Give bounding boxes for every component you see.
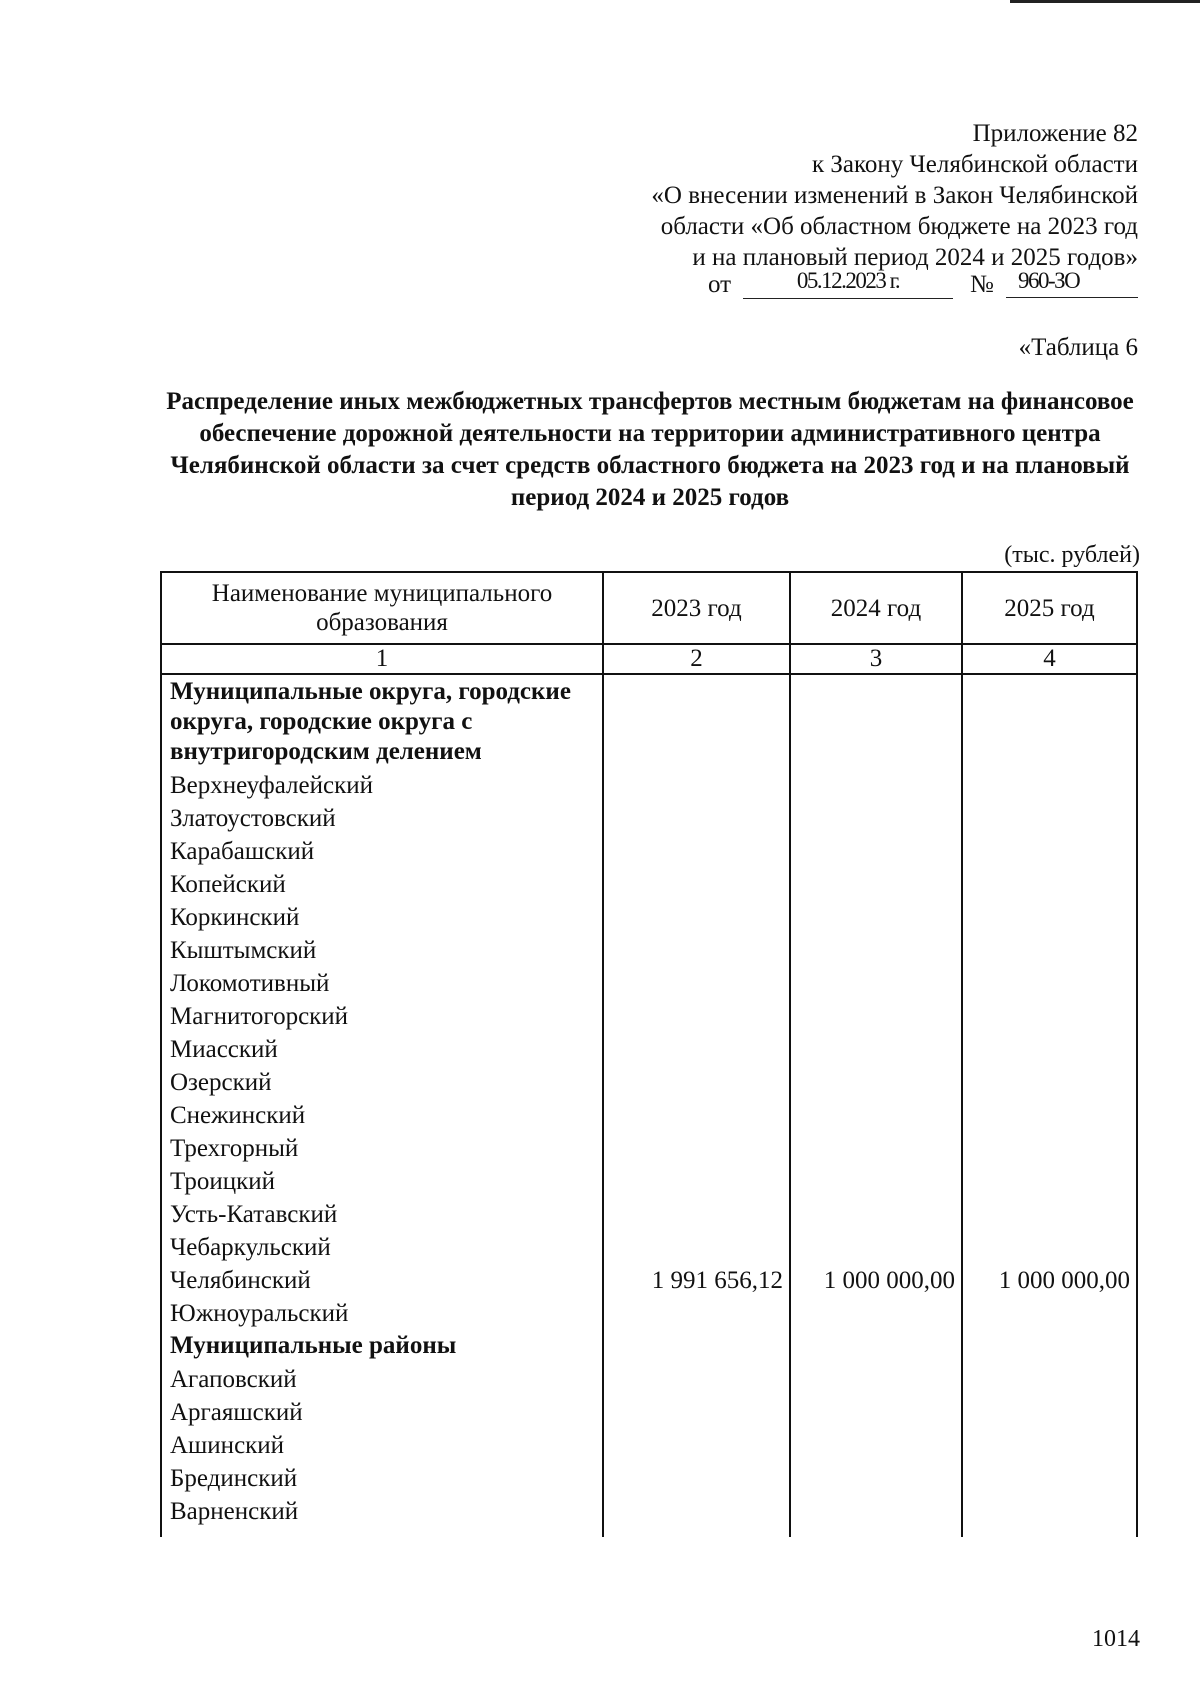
table-header-row	[161, 572, 1137, 644]
value-cell-2023	[603, 767, 790, 800]
column-number: 2	[603, 644, 790, 674]
value-cell-2023	[603, 1229, 790, 1262]
value-cell-2025	[962, 800, 1137, 833]
municipality-name-cell: Троицкий	[161, 1163, 603, 1196]
page-number: 1014	[1092, 1626, 1140, 1652]
column-header-2024: 2024 год	[790, 572, 962, 644]
table-row	[161, 866, 1137, 899]
value-cell-2023	[603, 800, 790, 833]
table-row	[161, 1196, 1137, 1229]
table-row	[161, 1361, 1137, 1394]
value-cell-2025	[962, 1295, 1137, 1328]
table-row	[161, 1163, 1137, 1196]
value-cell-2024	[790, 1361, 962, 1394]
column-header-name: Наименование муниципального образования	[161, 572, 603, 644]
value-cell-2024	[790, 833, 962, 866]
value-cell-2025	[962, 1130, 1137, 1163]
table-row	[161, 800, 1137, 833]
table-row	[161, 1427, 1137, 1460]
municipality-name-cell: Верхнеуфалейский	[161, 767, 603, 800]
value-cell-2023	[603, 1196, 790, 1229]
value-cell-2023	[603, 866, 790, 899]
table-row	[161, 1130, 1137, 1163]
value-cell-2024	[790, 1328, 962, 1361]
municipality-name-cell: Чебаркульский	[161, 1229, 603, 1262]
table-row	[161, 1328, 1137, 1361]
value-cell-2024	[790, 1460, 962, 1493]
value-cell-2025	[962, 1196, 1137, 1229]
column-header-2025: 2025 год	[962, 572, 1137, 644]
municipality-name-cell: Агаповский	[161, 1361, 603, 1394]
group-heading-cell: Муниципальные округа, городские округа, городские округа с внутригородским делением	[161, 674, 603, 767]
value-cell-2023	[603, 1163, 790, 1196]
column-number: 4	[962, 644, 1137, 674]
value-cell-2023	[603, 833, 790, 866]
table-row	[161, 1031, 1137, 1064]
value-cell-2025	[962, 1361, 1137, 1394]
column-number: 3	[790, 644, 962, 674]
value-cell-2025	[962, 767, 1137, 800]
table-label: «Таблица 6	[1018, 334, 1138, 361]
value-cell-2023	[603, 1394, 790, 1427]
municipality-name-cell: Магнитогорский	[161, 998, 603, 1031]
value-cell-2025	[962, 1163, 1137, 1196]
header-line: Приложение 82	[972, 120, 1138, 147]
value-cell-2025	[962, 674, 1137, 767]
value-cell-2023	[603, 1064, 790, 1097]
municipality-name-cell: Миасский	[161, 1031, 603, 1064]
municipality-name-cell: Аргаяшский	[161, 1394, 603, 1427]
table-row	[161, 1460, 1137, 1493]
table-row	[161, 899, 1137, 932]
municipality-name-cell: Озерский	[161, 1064, 603, 1097]
municipality-name-cell: Брединский	[161, 1460, 603, 1493]
table-row	[161, 1394, 1137, 1427]
appendix-header	[651, 118, 1138, 273]
value-cell-2023	[603, 1328, 790, 1361]
table-row	[161, 1262, 1137, 1295]
value-cell-2024	[790, 800, 962, 833]
value-cell-2023	[603, 1031, 790, 1064]
table-row	[161, 932, 1137, 965]
municipality-name-cell: Ашинский	[161, 1427, 603, 1460]
value-cell-2025	[962, 833, 1137, 866]
municipality-name-cell: Златоустовский	[161, 800, 603, 833]
value-cell-2024	[790, 1097, 962, 1130]
value-cell-2024	[790, 1031, 962, 1064]
transfers-table	[160, 571, 1136, 1537]
value-cell-2025	[962, 1394, 1137, 1427]
table-row	[161, 674, 1137, 767]
value-cell-2025	[962, 965, 1137, 998]
value-cell-2024	[790, 1064, 962, 1097]
value-cell-2023	[603, 1361, 790, 1394]
value-cell-2025	[962, 1229, 1137, 1262]
document-title: Распределение иных межбюджетных трансфертов местным бюджетам на финансовое обеспечение дорожной деятельности на территории административного центра Челябинской области за счет средств областного бюджета на 2023 год и на плановый период 2024 и 2025 годов	[166, 388, 1134, 511]
table-row	[161, 1295, 1137, 1328]
value-cell-2024	[790, 965, 962, 998]
value-cell-2023	[603, 1427, 790, 1460]
law-number: 960-ЗО	[1006, 268, 1138, 298]
header-line: области «Об областном бюджете на 2023 год	[660, 213, 1138, 240]
value-cell-2023: 1 991 656,12	[603, 1262, 790, 1295]
value-cell-2024	[790, 1427, 962, 1460]
value-cell-2025	[962, 998, 1137, 1031]
value-cell-2023	[603, 932, 790, 965]
value-cell-2023	[603, 1493, 790, 1537]
value-cell-2024	[790, 674, 962, 767]
header-line: и на плановый период 2024 и 2025 годов»	[692, 244, 1138, 271]
value-cell-2025	[962, 899, 1137, 932]
value-cell-2024	[790, 998, 962, 1031]
value-cell-2023	[603, 674, 790, 767]
table-row	[161, 1493, 1137, 1537]
value-cell-2023	[603, 1130, 790, 1163]
value-cell-2025	[962, 1328, 1137, 1361]
law-date: 05.12.2023 г.	[743, 268, 953, 299]
value-cell-2023	[603, 998, 790, 1031]
table-row	[161, 1064, 1137, 1097]
municipality-name-cell: Карабашский	[161, 833, 603, 866]
municipality-name-cell: Усть-Катавский	[161, 1196, 603, 1229]
value-cell-2025	[962, 866, 1137, 899]
value-cell-2025	[962, 1031, 1137, 1064]
table-row	[161, 998, 1137, 1031]
value-cell-2025	[962, 1427, 1137, 1460]
value-cell-2023	[603, 1460, 790, 1493]
value-cell-2024	[790, 899, 962, 932]
value-cell-2024: 1 000 000,00	[790, 1262, 962, 1295]
units-label: (тыс. рублей)	[1004, 542, 1140, 568]
municipality-name-cell: Снежинский	[161, 1097, 603, 1130]
municipality-name-cell: Кыштымский	[161, 932, 603, 965]
top-edge-rule	[1010, 0, 1200, 3]
municipality-name-cell: Южноуральский	[161, 1295, 603, 1328]
municipality-name-cell: Копейский	[161, 866, 603, 899]
value-cell-2023	[603, 899, 790, 932]
value-cell-2024	[790, 1130, 962, 1163]
value-cell-2024	[790, 1394, 962, 1427]
group-heading-cell: Муниципальные районы	[161, 1328, 603, 1361]
date-label: от	[708, 271, 732, 298]
header-line: к Закону Челябинской области	[812, 151, 1138, 178]
value-cell-2023	[603, 965, 790, 998]
column-number: 1	[161, 644, 603, 674]
law-date-number	[708, 268, 1138, 302]
value-cell-2024	[790, 932, 962, 965]
column-header-2023: 2023 год	[603, 572, 790, 644]
value-cell-2025	[962, 932, 1137, 965]
table-row	[161, 767, 1137, 800]
value-cell-2025	[962, 1097, 1137, 1130]
municipality-name-cell: Коркинский	[161, 899, 603, 932]
table-row	[161, 1097, 1137, 1130]
value-cell-2024	[790, 1229, 962, 1262]
value-cell-2024	[790, 1196, 962, 1229]
table-row	[161, 1229, 1137, 1262]
value-cell-2025	[962, 1493, 1137, 1537]
value-cell-2024	[790, 1163, 962, 1196]
municipality-name-cell: Локомотивный	[161, 965, 603, 998]
table-row	[161, 833, 1137, 866]
municipality-name-cell: Варненский	[161, 1493, 603, 1537]
value-cell-2023	[603, 1295, 790, 1328]
value-cell-2023	[603, 1097, 790, 1130]
value-cell-2024	[790, 1295, 962, 1328]
value-cell-2024	[790, 866, 962, 899]
municipality-name-cell: Трехгорный	[161, 1130, 603, 1163]
value-cell-2024	[790, 1493, 962, 1537]
value-cell-2024	[790, 767, 962, 800]
column-number-row	[161, 644, 1137, 674]
value-cell-2025	[962, 1064, 1137, 1097]
table-row	[161, 965, 1137, 998]
value-cell-2025: 1 000 000,00	[962, 1262, 1137, 1295]
header-line: «О внесении изменений в Закон Челябинской	[651, 182, 1138, 209]
number-label: №	[970, 271, 994, 298]
municipality-name-cell: Челябинский	[161, 1262, 603, 1295]
value-cell-2025	[962, 1460, 1137, 1493]
